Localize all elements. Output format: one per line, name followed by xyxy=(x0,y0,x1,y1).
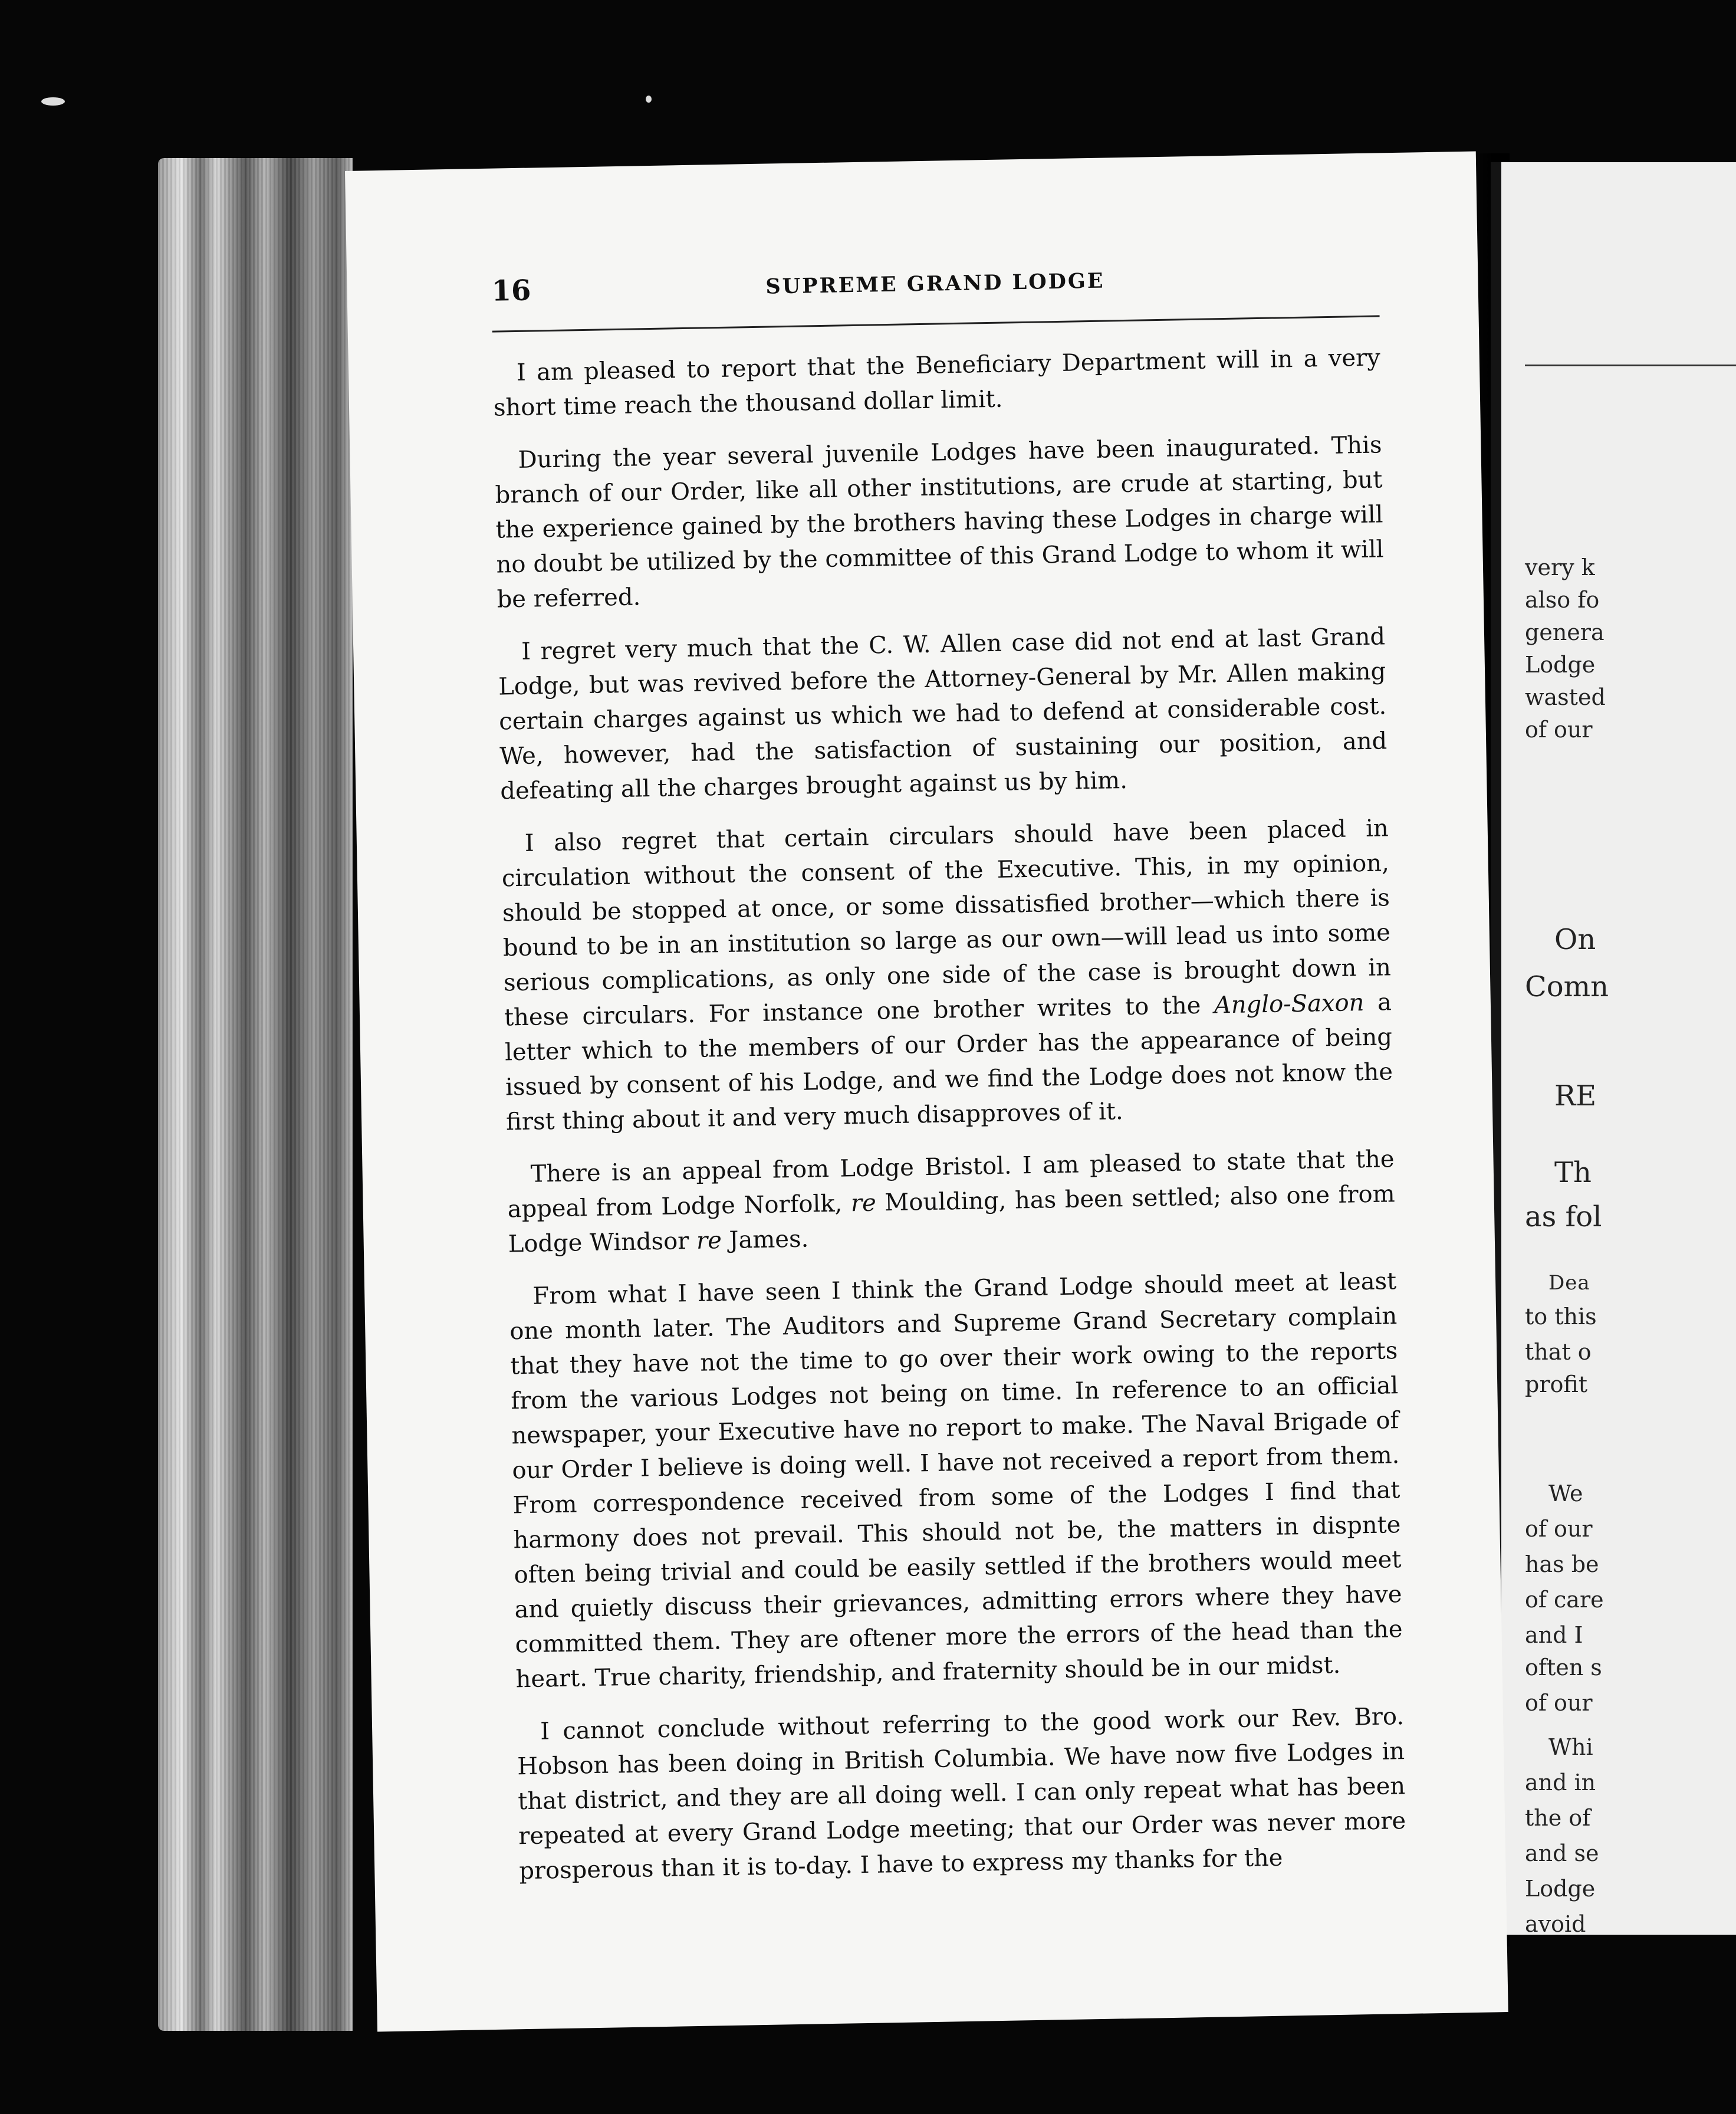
newspaper-title: Anglo-Saxon xyxy=(1214,989,1365,1019)
page-number: 16 xyxy=(491,274,531,308)
facing-line: and I xyxy=(1525,1622,1583,1648)
paragraph-meeting-date: From what I have seen I think the Grand Lodge should meet at least one month later. The Auditors and Supreme Grand Secretary complain that they have not the time to go over their work owing to the reports from the various Lodges not being on time. In reference to an official newspaper, your Executive have no report to make. The Naval Brigade of our Order I believe is doing well. I have not received a report from them. From correspondence received from some of the Lodges I find that harmony does not prevail. This should not be, the matters in dispnte often being trivial and could be easily settled if the brothers would meet and quietly discuss their grievances, admitting errors where they have committed them. They are oftener more the errors of the head than the heart. True charity, friendship, and fraternity should be in our midst. xyxy=(509,1268,1403,1693)
page-text-block xyxy=(491,259,1408,1985)
facing-line: Lodge xyxy=(1525,1876,1596,1902)
facing-line: wasted xyxy=(1525,684,1606,710)
page-header xyxy=(491,259,1379,330)
paragraph-text: There is an appeal from Lodge Bristol. I am pleased to state that the appeal from Lodge Norfolk, xyxy=(507,1145,1395,1223)
paragraph-appeals xyxy=(507,1142,1396,1262)
italic-re: re xyxy=(696,1227,722,1255)
paragraph-text: a letter which to the members of our Order has the appearance of being issued by consent of his Lodge, and we find the Lodge does not know the first thing about it and very much disapproves of it. xyxy=(504,989,1393,1136)
facing-line: Lodge xyxy=(1525,652,1596,678)
facing-line: as fol xyxy=(1525,1200,1602,1233)
facing-line: and in xyxy=(1525,1770,1596,1795)
facing-line: also fo xyxy=(1525,587,1600,613)
scan-speck xyxy=(41,97,65,106)
page-edge-lines xyxy=(158,158,353,2031)
facing-line: RE xyxy=(1554,1079,1597,1112)
facing-line: that o xyxy=(1525,1339,1592,1365)
paragraph-circulars xyxy=(501,811,1393,1140)
scan-speck xyxy=(646,96,652,103)
facing-page-rule xyxy=(1525,365,1736,366)
facing-line: We xyxy=(1548,1481,1583,1506)
italic-re: re xyxy=(850,1189,877,1217)
facing-line: Whi xyxy=(1548,1734,1593,1760)
running-head: SUPREME GRAND LODGE xyxy=(765,268,1105,299)
paragraph-juvenile-lodges: During the year several juvenile Lodges have been inaugurated. This branch of our Order, like all other institutions, are crude at starting, but the experience gained by the brothers having these Lodges in charge will no doubt be utilized by the committee of this Grand Lodge to whom it will be referred. xyxy=(495,431,1384,613)
facing-line: and se xyxy=(1525,1840,1599,1866)
facing-line: of our xyxy=(1525,1690,1593,1716)
facing-line: Comn xyxy=(1525,970,1609,1003)
facing-line: the of xyxy=(1525,1805,1591,1831)
facing-line: Th xyxy=(1554,1156,1592,1189)
facing-line: Dea xyxy=(1548,1271,1590,1295)
facing-line: often s xyxy=(1525,1655,1602,1680)
book-page-stack-edge xyxy=(158,158,353,2031)
facing-line: very k xyxy=(1525,554,1595,580)
facing-line: profit xyxy=(1525,1371,1587,1397)
facing-line: has be xyxy=(1525,1551,1599,1577)
facing-line: to this xyxy=(1525,1304,1597,1330)
paragraph-allen-case: I regret very much that the C. W. Allen case did not end at last Grand Lodge, but was revived before the Attorney-General by Mr. Allen making certain charges against us which we had to defend at considerable cost. We, however, had the satisfaction of sustaining our position, and defeating all the charges brought against us by him. xyxy=(498,623,1388,805)
paragraph-beneficiary: I am pleased to report that the Beneficiary Department will in a very short time reach the thousand dollar limit. xyxy=(493,344,1381,422)
paragraph-british-columbia: I cannot conclude without referring to the good work our Rev. Bro. Hobson has been doing in British Columbia. We have now five Lodges in that district, and they are all doing well. I can only repeat what has been repeated at every Grand Lodge meeting; that our Order was never more prosperous than it is to-day. I have to express my thanks for the xyxy=(517,1703,1406,1885)
facing-line: avoid xyxy=(1525,1911,1586,1935)
facing-page-fragment xyxy=(1491,162,1736,1935)
paragraph-text: I also regret that certain circulars should have been placed in circulation without the consent of the Executive. This, in my opinion, should be stopped at once, or some dissatisfied brother—which there is bound to be in an institution so large as our own—will lead us into some serious complications, as only one side of the case is brought down in these circulars. For instance one brother writes to the xyxy=(501,815,1392,1032)
paragraph-text: Moulding, has been settled; also one from Lodge Windsor xyxy=(508,1180,1395,1258)
facing-line: of our xyxy=(1525,717,1593,743)
facing-line: of our xyxy=(1525,1516,1593,1542)
book-page xyxy=(345,152,1508,2032)
facing-line: genera xyxy=(1525,619,1605,645)
facing-line: of care xyxy=(1525,1587,1604,1613)
facing-line: On xyxy=(1554,923,1596,956)
paragraph-text: James. xyxy=(721,1225,809,1255)
